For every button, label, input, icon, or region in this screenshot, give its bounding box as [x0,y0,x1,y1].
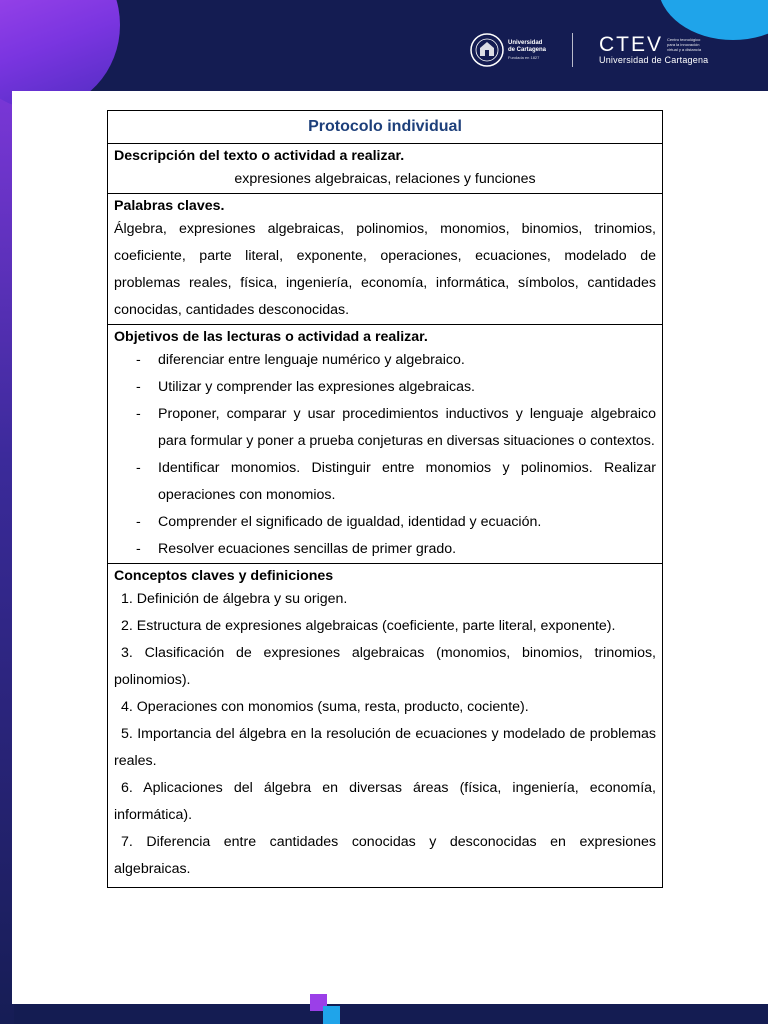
dash-bullet: - [136,352,141,368]
concept-item: 4. Operaciones con monomios (suma, resta, producto, cociente). [121,699,529,715]
description-section [108,144,663,194]
table-title: Protocolo individual [108,111,663,144]
concept-item: 5. Importancia del álgebra en la resolución de ecuaciones y modelado de problemas reales. [114,726,656,769]
dash-bullet: - [136,379,141,395]
concept-item: 3. Clasificación de expresiones algebraicas (monomios, binomios, trinomios, polinomios). [114,645,656,688]
ctev-subtitle: Universidad de Cartagena [599,54,709,65]
concept-item: 6. Aplicaciones del álgebra en diversas áreas (física, ingeniería, economía, informática). [114,780,656,823]
cyan-square-decoration [323,1006,340,1024]
ctev-logo [599,32,709,65]
ctev-acronym: CTEV [599,32,664,56]
keywords-heading: Palabras claves. [114,198,225,214]
header-logos [470,30,709,70]
list-item: - diferenciar entre lenguaje numérico y algebraico. [114,347,656,374]
document-page [12,91,768,1004]
dash-bullet: - [136,541,141,557]
list-item: - Comprender el significado de igualdad, identidad y ecuación. [114,509,656,536]
keywords-section [108,194,663,325]
protocol-table [107,110,663,888]
list-item: - Proponer, comparar y usar procedimientos inductivos y lenguaje algebraico para formular y poner a prueba conjeturas en diversas situaciones o contextos. [114,401,656,455]
description-text: expresiones algebraicas, relaciones y funciones [234,171,536,187]
objectives-section [108,325,663,564]
list-item: - Resolver ecuaciones sencillas de primer grado. [114,536,656,563]
concept-item: 1. Definición de álgebra y su origen. [121,591,348,607]
logo1-line2: de Cartagena [508,46,547,53]
concepts-section [108,564,663,888]
ctev-tagline: Centro tecnológico para la innovación virtual y a distancia [667,37,702,52]
objectives-heading: Objetivos de las lecturas o actividad a realizar. [114,329,428,345]
list-item: - Utilizar y comprender las expresiones algebraicas. [114,374,656,401]
logo1-line1: Universidad [508,39,543,46]
concept-item: 2. Estructura de expresiones algebraicas (coeficiente, parte literal, exponente). [121,618,616,634]
list-item: - Identificar monomios. Distinguir entre monomios y polinomios. Realizar operaciones con monomios. [114,455,656,509]
description-heading: Descripción del texto o actividad a realizar. [114,148,405,164]
keywords-text: Álgebra, expresiones algebraicas, polinomios, monomios, binomios, trinomios, coeficiente, parte literal, exponente, operaciones, ecuaciones, modelado de problemas reales, física, ingeniería, economía, informática, símbolos, cantidades conocidas, cantidades desconocidas. [114,221,656,318]
universidad-logo [470,32,546,68]
concept-item: 7. Diferencia entre cantidades conocidas y desconocidas en expresiones algebraicas. [114,834,656,877]
logo1-line3: Fundada en 1827 [508,54,540,60]
concepts-heading: Conceptos claves y definiciones [114,568,334,584]
university-seal-icon [470,32,504,68]
dash-bullet: - [136,514,141,530]
dash-bullet: - [136,406,141,422]
logo-divider [572,33,573,67]
dash-bullet: - [136,460,141,476]
